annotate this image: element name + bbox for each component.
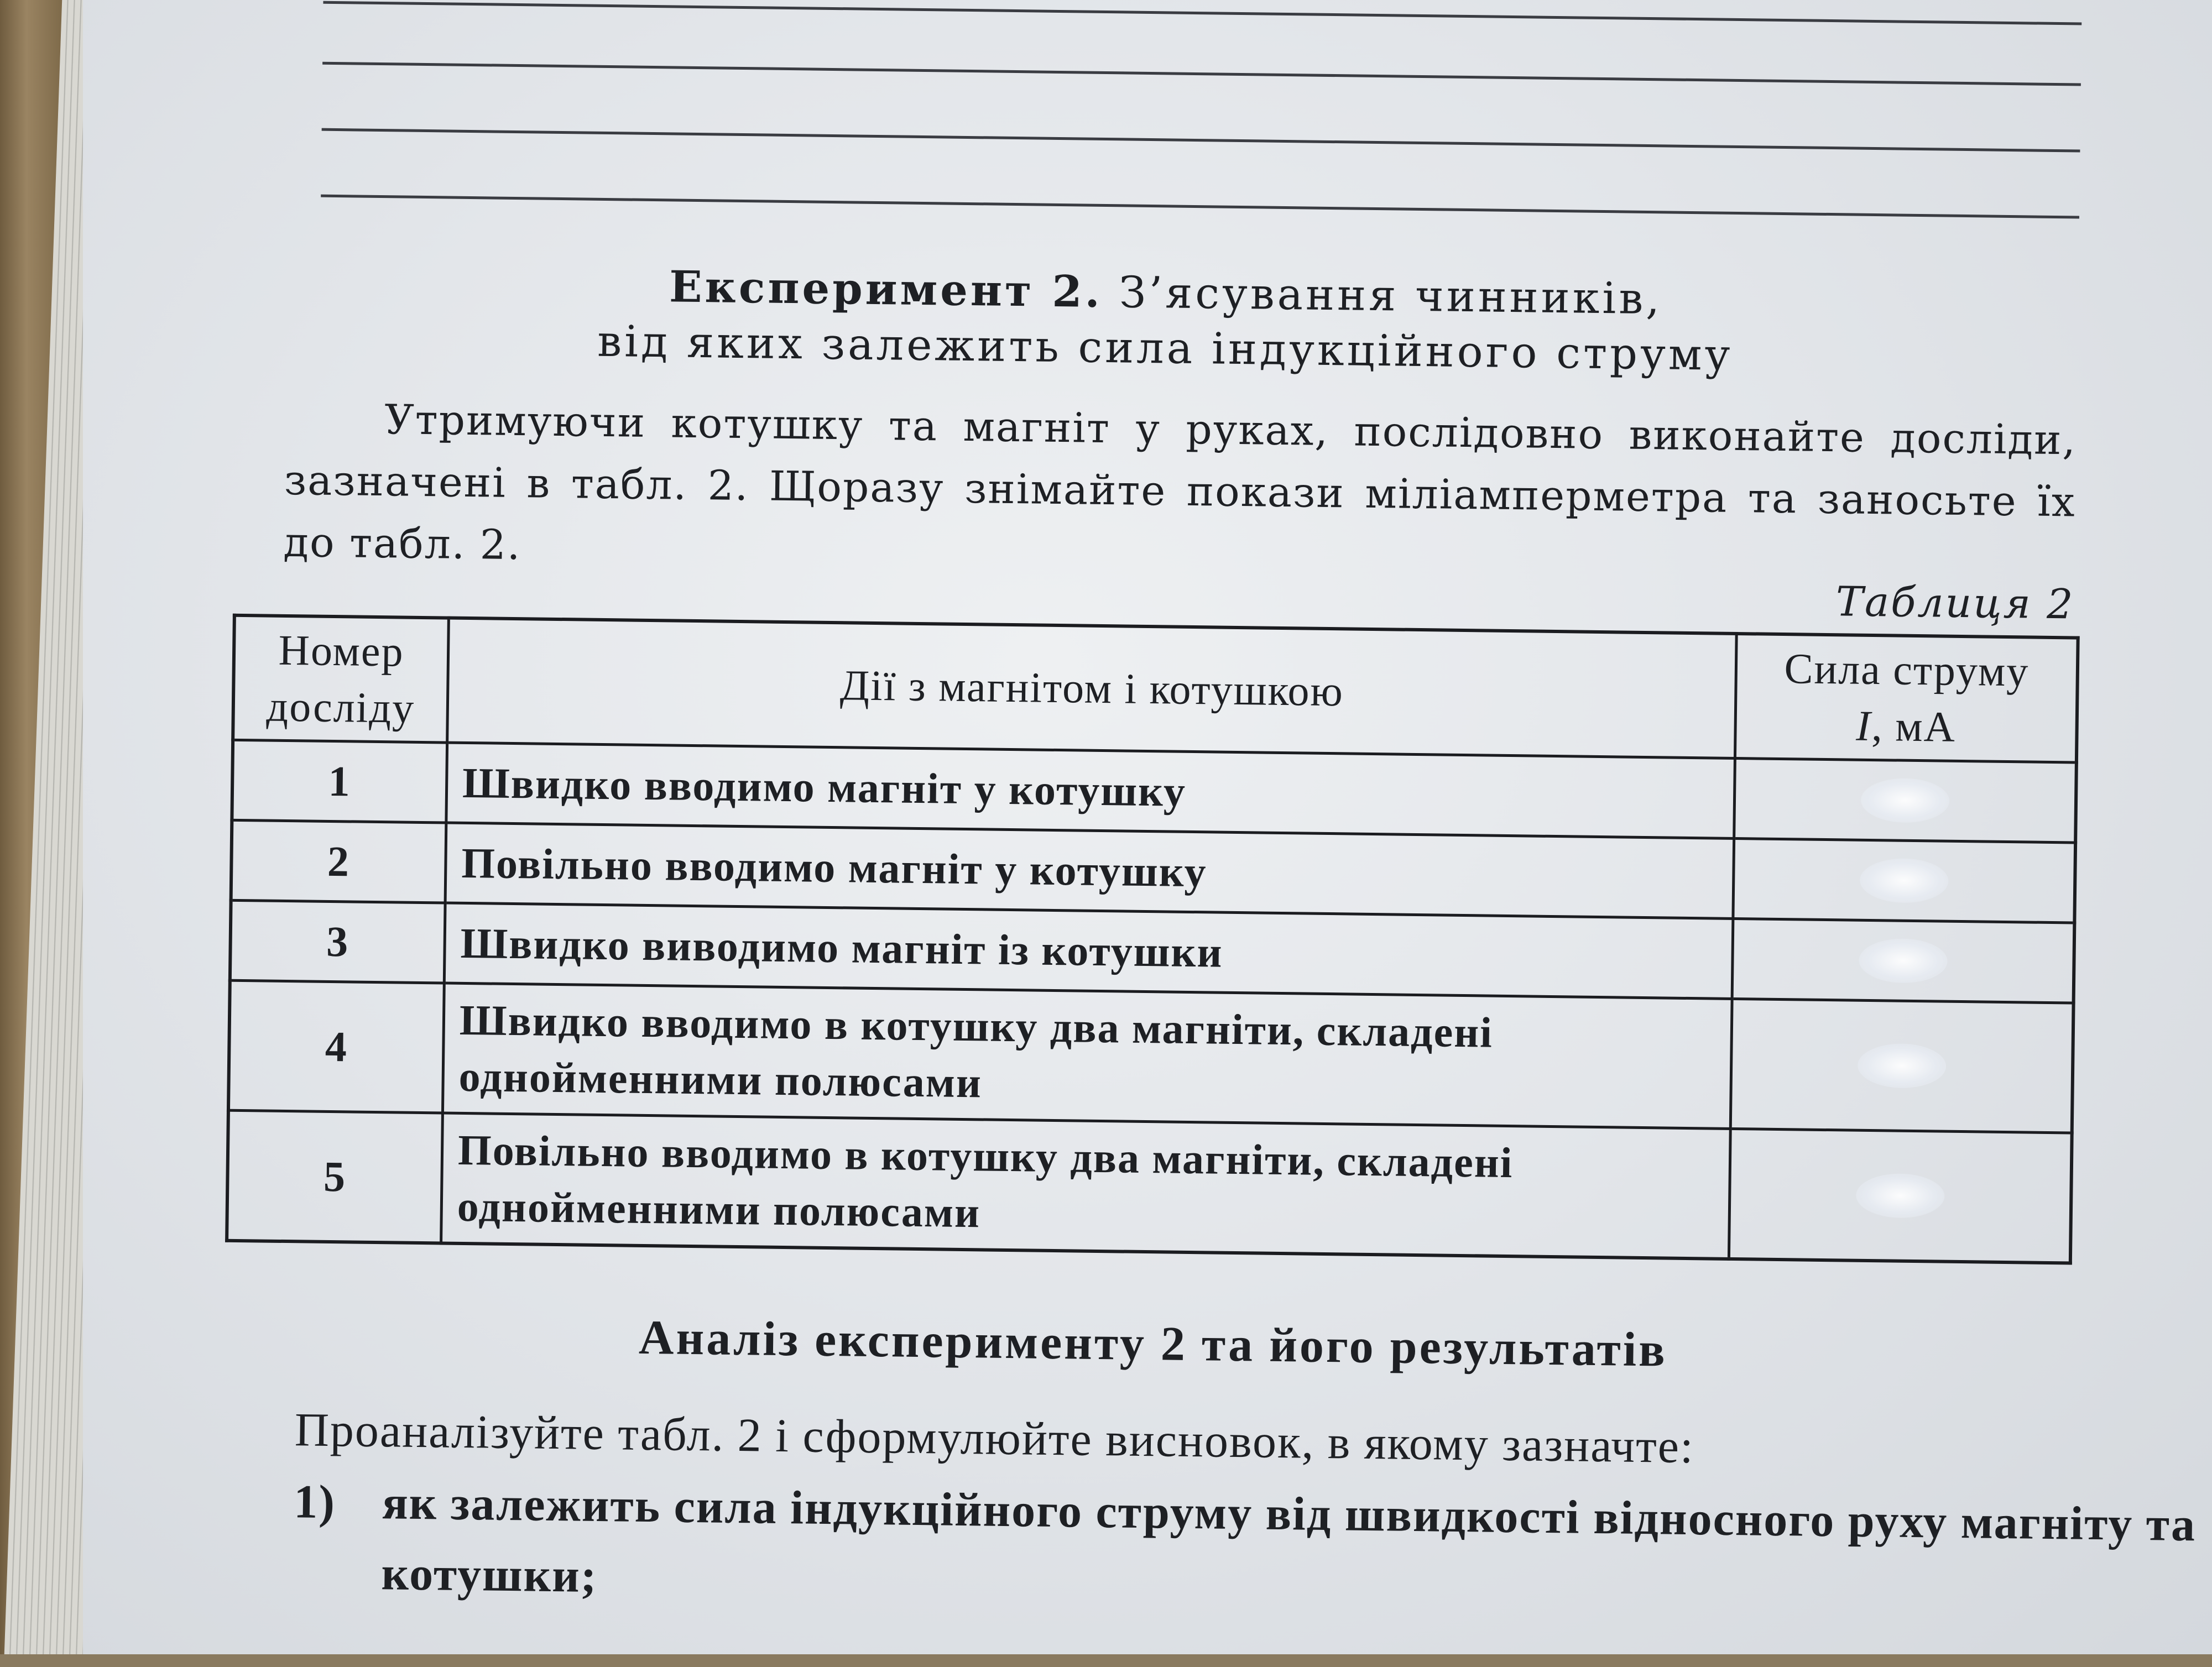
- row-number: 4: [228, 980, 444, 1113]
- header-current-label: Сила струму: [1784, 644, 2030, 696]
- answer-line: [322, 62, 2081, 86]
- correction-fluid-smudge: [1856, 1173, 1945, 1219]
- current-value-cell[interactable]: [1733, 838, 2075, 923]
- row-number: 1: [232, 740, 447, 823]
- answer-line: [323, 1, 2081, 25]
- table-caption: Таблиця 2: [1835, 578, 2075, 629]
- table-row: [227, 1110, 2072, 1263]
- header-current: [1735, 634, 2078, 762]
- analysis-list-item: [293, 1466, 2202, 1631]
- instruction-text: Утримуючи котушку та магніт у руках, послідовно виконайте досліди, зазначені в табл. 2. Щоразу знімайте покази міліамперметра та заносьте їх до табл. 2.: [283, 396, 2077, 569]
- table-row: [228, 980, 2074, 1133]
- header-current-symbol: I: [1855, 701, 1872, 750]
- page-content: [71, 0, 2212, 1667]
- table-header-row: [233, 615, 2078, 762]
- experiment-subtitle: від яких залежить сила індукційного струму: [597, 316, 1734, 380]
- analysis-heading: Аналіз експерименту 2 та його результатів: [638, 1310, 1668, 1377]
- workbook-page: [83, 0, 2212, 1654]
- row-number: 3: [230, 900, 445, 983]
- answer-line: [321, 195, 2079, 219]
- row-number: 5: [227, 1110, 442, 1243]
- correction-fluid-smudge: [1860, 858, 1949, 903]
- header-actions: Дії з магнітом і котушкою: [447, 618, 1737, 759]
- correction-fluid-smudge: [1859, 938, 1948, 984]
- row-action: Швидко вводимо в котушку два магніти, складені однойменними полюсами: [442, 983, 1732, 1128]
- analysis-intro: Проаналізуйте табл. 2 і сформулюйте висновок, в якому зазначте:: [294, 1403, 1695, 1473]
- experiment-instruction: [283, 388, 2077, 595]
- answer-line: [322, 128, 2080, 153]
- experiment-title-number: Експеримент 2.: [669, 262, 1103, 317]
- results-table: [225, 614, 2080, 1265]
- current-value-cell[interactable]: [1732, 918, 2074, 1003]
- current-value-cell[interactable]: [1730, 999, 2073, 1133]
- row-action: Швидко вводимо магніт у котушку: [446, 743, 1735, 838]
- current-value-cell[interactable]: [1729, 1128, 2072, 1263]
- list-item-text: як залежить сила індукційного струму від швидкості відносного руху магніту та котушки;: [381, 1476, 2197, 1602]
- row-action: Повільно вводимо магніт у котушку: [445, 823, 1734, 918]
- correction-fluid-smudge: [1858, 1043, 1947, 1089]
- paragraph-indent: [285, 432, 384, 433]
- header-experiment-number: Номер досліду: [233, 615, 448, 743]
- current-value-cell[interactable]: [1734, 758, 2077, 843]
- row-number: 2: [231, 820, 446, 903]
- correction-fluid-smudge: [1861, 778, 1950, 823]
- list-item-marker: 1): [293, 1475, 336, 1529]
- row-action: Повільно вводимо в котушку два магніти, складені однойменними полюсами: [441, 1113, 1731, 1259]
- header-current-unit: , мА: [1871, 702, 1957, 751]
- row-action: Швидко виводимо магніт із котушки: [444, 903, 1733, 999]
- experiment-title-text: З’ясування чинників,: [1119, 268, 1663, 325]
